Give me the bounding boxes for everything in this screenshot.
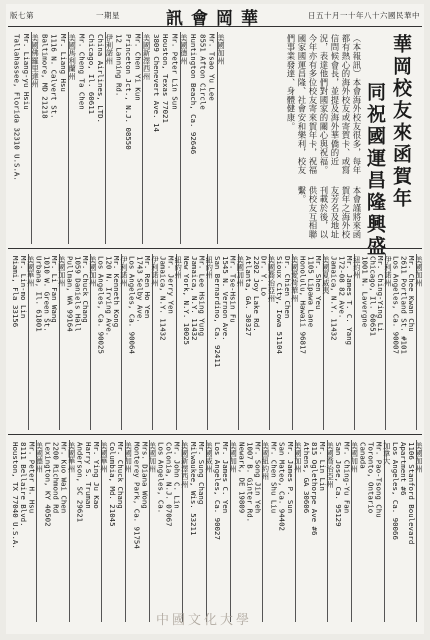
entry-location: 美國加州 (416, 254, 424, 430)
section-divider (8, 248, 422, 249)
address-entry (393, 254, 424, 430)
address-entry (133, 440, 157, 622)
entry-address-line: Atlanta, GA. 30327 (244, 256, 254, 337)
entry-location: 美國華州 (69, 440, 77, 622)
address-list-bottom (12, 440, 424, 622)
entry-address-line: 3809 Chenevert Ave. 14 (151, 34, 161, 132)
entry-location: 紐約州 (176, 254, 184, 430)
entry-address-line: Los Angeles, Ca. (156, 442, 166, 514)
entry-address-line: Mr. Chen Shu Liu (269, 442, 279, 514)
address-entry (303, 440, 335, 622)
entry-address-line: Mr. Ren Ho Yen (143, 256, 153, 319)
entry-address-line: Mr. Peter H. Hsu (27, 442, 37, 514)
address-entry (300, 254, 331, 430)
entry-address-line: Colonia, N.J. 07067 (164, 442, 174, 527)
entry-address-line: Urbana, Il. 61801 (34, 256, 44, 332)
entry-address-line: Tallahassee, Florida 32310 U.S.A. (12, 34, 22, 181)
entry-location: 美國華州 (28, 254, 36, 430)
entry-address-line: Mr. Ching-Yu Fan (342, 442, 352, 514)
entry-address-line: 2202 Joy Lake Rd. (251, 256, 261, 332)
entry-location: 美國愛荷華州 (292, 254, 300, 430)
entry-address-line: China Airlines, LTD. (96, 34, 106, 123)
entry-address-line: Milwaukee, Wis. 53211 (188, 442, 198, 536)
entry-address-line: Mr. Lee Hsing Yung (197, 256, 207, 337)
entry-location: 美國加州 (351, 440, 359, 622)
address-entry (190, 440, 214, 622)
entry-location: 美國紐約州 (262, 440, 270, 622)
entry-address-line: Anderson, SC 29621 (75, 442, 85, 523)
entry-address-line: Newark, DE 19809 (237, 442, 247, 514)
entry-address-line: 8551 Afton Circle (198, 34, 208, 110)
entry-address-line: Mr. Ching-Ying Li (376, 256, 386, 332)
address-entry (271, 440, 303, 622)
entry-address-line: Jamaica, N.Y. 11432 (329, 256, 339, 341)
article-body: （本報訊）本會海外校友很多，每年都有熱心的海外校友或寄賀卡、或寫信問候會長，並提及海外華僑的近況，表達他們對國家的關心與祝福。今年亦有多位校友寄來賀年卡，祝福國家國運昌隆、社會安和樂利，校友們事業發達、身體健康。 (286, 34, 362, 175)
entry-address-line: Mr. Kenneth Kong (112, 256, 122, 328)
entry-address-line: Mr. Chuck Chang (116, 442, 126, 509)
entry-address-line: Mr. Chuck Chang (81, 256, 91, 323)
entry-address-line: Mr. Lin Lin (318, 442, 328, 491)
entry-address-line: San Bernardino, Ca. 92411 (213, 256, 223, 368)
entry-address-line: Mr. James C. Yen (221, 442, 231, 514)
address-entry (44, 440, 76, 622)
address-entry (77, 32, 114, 244)
entry-address-line: Mr. Pao-Tsong Chu (374, 442, 384, 518)
entry-location: 美國喬治亞州 (269, 254, 277, 430)
entry-address-line: Mr. James P. Sun (285, 442, 295, 514)
entry-address-line: Los Angeles, Ca. 90025 (96, 256, 106, 354)
entry-address-line: 8111 Bellaire Blvd. (19, 442, 29, 527)
article-body-continued: 本會謹將來函賀年之海外校友芳名及地址刊載於後，以供校友互相聯繫。 (297, 186, 362, 239)
entry-address-line: 1116 N. Calvert St. (49, 34, 59, 119)
entry-address-line: Honolulu, Hawaii 96817 (298, 256, 308, 354)
article-headline-1: 華岡校友來函賀年 (390, 34, 412, 210)
entry-address-line: Huntington Beach, Ca. 92646 (189, 34, 199, 155)
entry-address-line: Mr. Tsao Yu Lee (207, 34, 217, 101)
entry-location: 美國加州 (149, 440, 157, 622)
entry-address-line: Sioux City, Iowa 51104 (275, 256, 285, 354)
section-divider (8, 434, 422, 435)
entry-address-line: Mr. Peter Lin Sun (170, 34, 180, 110)
entry-address-line: Athens, GA 30606 (301, 442, 311, 514)
entry-address-line: Mr. Li Fan Wang (50, 256, 60, 323)
entry-address-line: New York, N.Y. 10025 (182, 256, 192, 345)
entry-address-line: 2200 Richmond Rd (51, 442, 61, 514)
page-number-label: 版七第 (10, 11, 34, 20)
entry-location: 美國新澤西州 (142, 32, 151, 244)
entry-address-line: Los Angeles, Ca. 90066 (390, 442, 400, 540)
entry-address-line: 120 N. Irving Ave. (104, 256, 114, 337)
entry-address-line: Mr. Song Jin Yeh (253, 442, 263, 514)
entry-address-line: Pullman, WA 99164 (65, 256, 75, 332)
entry-address-line: Dr. Chien Chen (282, 256, 292, 319)
entry-address-line: Mr. John C. Lin (172, 442, 182, 509)
address-entry (160, 254, 183, 430)
issue-label: 一期星 (96, 11, 120, 20)
entry-address-line: Houston, Texas 77021 (161, 34, 171, 123)
address-entry (331, 254, 362, 430)
header-rule (8, 26, 422, 27)
entry-location: 美國加州 (230, 440, 238, 622)
address-entry (276, 254, 299, 430)
entry-address-line: 12 Lanning Rd. (114, 34, 124, 97)
entry-address-line: 1007 B. Ginter Rd. (245, 442, 255, 523)
entry-address-line: Dr. Y. Lo (259, 256, 269, 297)
entry-address-line: Mr. Chen Yi Kun (133, 34, 143, 101)
entry-address-line: 2611 Portland St. #101 (399, 256, 409, 354)
address-entry (335, 440, 359, 622)
address-entry (392, 440, 424, 622)
entry-location: 美國加州 (90, 254, 98, 430)
address-entry (359, 440, 391, 622)
entry-address-line: Chicago, Il. 60611 (86, 34, 96, 115)
entry-address-line: Jamaica, N.Y. 11432 (158, 256, 168, 341)
entry-address-line: Los Angeles, Ca. 90007 (391, 256, 401, 354)
entry-address-line: Mr. Jerry Yen (166, 256, 176, 314)
entry-address-line: 1106 Stanford Boulevard (406, 442, 416, 545)
address-entry (214, 254, 245, 430)
entry-address-line: Jamaica, N.Y. 11432 (189, 256, 199, 341)
address-entry (98, 254, 129, 430)
entry-address-line: San Jose, Ca. 95129 (334, 442, 344, 527)
address-entry (12, 32, 40, 244)
entry-address-line: Mr. Liang-yu Hsiu (21, 34, 31, 110)
entry-location: 美國加州 (125, 440, 133, 622)
entry-address-line: 1743 Selby Ave. (135, 256, 145, 323)
address-entry (77, 440, 109, 622)
entry-location: 美國新澤西州 (182, 440, 190, 622)
entry-address-line: 1059 Daniels Hall (73, 256, 83, 332)
entry-address-line: Los Angeles, Ca. 90027 (213, 442, 223, 540)
entry-address-line: Miami, Fla 33156 (11, 256, 21, 328)
entry-location: 美國佛羅里達州 (31, 32, 40, 244)
address-list-top (12, 32, 226, 244)
entry-address-line: 1010 W. Green St. (42, 256, 52, 332)
entry-address-line: Chicago, Il. 60651 (368, 256, 378, 337)
entry-address-line: Monterey Park, Ca. 91754 (132, 442, 142, 549)
address-entry (40, 32, 77, 244)
address-entry (129, 254, 160, 430)
entry-address-line: 1105 Lipawa Lane (306, 256, 316, 328)
entry-address-line: Apartment #6 (398, 442, 408, 496)
address-entry (183, 254, 214, 430)
entry-address-line: Toronto, Ontario (366, 442, 376, 514)
entry-address-line: Houston, TX 77040 U.S.A. (11, 442, 21, 549)
entry-address-line: 172-08 82 Ave. (337, 256, 347, 319)
article-headline-2: 同祝國運昌隆興盛 (364, 82, 386, 258)
entry-location: 伊利諾州 (385, 254, 393, 430)
entry-address-line: Harry S. Truman (83, 442, 93, 509)
address-entry (189, 32, 226, 244)
address-entry (245, 254, 276, 430)
entry-address-line: 815 Oglethorpe Ave #6 (309, 442, 319, 536)
entry-address-line: 1545 N. Vernon Ave. (220, 256, 230, 341)
entry-location: 美國威州 (206, 440, 214, 622)
entry-address-line: Mr. Cheng Ta Chen (77, 34, 87, 110)
entry-location: 紐約州 (207, 254, 215, 430)
entry-address-line: Mr. Sung Chang (196, 442, 206, 505)
entry-location: 美國德州 (36, 440, 44, 622)
entry-address-line: Los Angeles, Ca. 90064 (127, 256, 137, 354)
address-entry (12, 440, 44, 622)
address-entry (152, 32, 189, 244)
entry-location: 紐約州 (354, 254, 362, 430)
entry-location: 美國加州 (59, 254, 67, 430)
entry-address-line: San Mateo, Ca. 94402 (277, 442, 287, 531)
masthead: 訊會岡華 (166, 9, 266, 29)
entry-location: 美國喬治亞州 (327, 440, 335, 622)
entry-address-line: Baltimore, MD 21218 (40, 34, 50, 119)
address-entry (157, 440, 189, 622)
entry-location: 美國夏威夷 (323, 254, 331, 430)
address-list-middle (12, 254, 424, 430)
entry-address-line: 1001 N. Lavergne (360, 256, 370, 328)
entry-address-line: Canada (358, 442, 368, 469)
entry-location: 美國加州 (217, 32, 226, 244)
entry-address-line: Mr. Tse-Hsin Fu (228, 256, 238, 323)
address-entry (214, 440, 238, 622)
address-entry (67, 254, 98, 430)
address-entry (12, 254, 35, 430)
entry-location: 伊利諾州 (152, 254, 160, 430)
entry-address-line: Mr. Chee Kwan Chu (407, 256, 417, 332)
address-entry (109, 440, 133, 622)
address-entry (114, 32, 151, 244)
date-label: 日五十月一十年八十六國民華中 (308, 11, 420, 20)
entry-location: 伊利諾州 (121, 254, 129, 430)
address-entry (36, 254, 67, 430)
entry-address-line: Mr. Ying Ju Kao (91, 442, 101, 509)
library-watermark: 中國文化大學 (156, 613, 253, 628)
entry-address-line: Mrs. Diana Wong (140, 442, 150, 509)
entry-address-line: Princeton Jct., N.J. 08550 (124, 34, 134, 150)
entry-location: 美國加州 (416, 440, 424, 622)
entry-location: 美國華州 (101, 440, 109, 622)
entry-address-line: Mr. Shen Yeu (314, 256, 324, 310)
entry-address-line: Mr. James T. C. Yang (345, 256, 355, 345)
entry-location: 伊利諾州 (105, 32, 114, 244)
address-entry (238, 440, 270, 622)
entry-address-line: Mr. Liang Hsu (58, 34, 68, 92)
entry-location: 美國德州 (180, 32, 189, 244)
entry-location: 美國加州 (238, 254, 246, 430)
entry-address-line: Mr. Kuo Wai Chen (59, 442, 69, 514)
entry-address-line: Columbia, Md. 21045 (108, 442, 118, 527)
address-entry (362, 254, 393, 430)
entry-address-line: Mr. Lin-mo Lin (18, 256, 28, 319)
newspaper-page (6, 4, 424, 634)
entry-address-line: Lexington, KY 40502 (43, 442, 53, 527)
entry-location: 美國馬利蘭州 (68, 32, 77, 244)
entry-location: 加拿大 (384, 440, 392, 622)
entry-location: 美國加州 (295, 440, 303, 622)
